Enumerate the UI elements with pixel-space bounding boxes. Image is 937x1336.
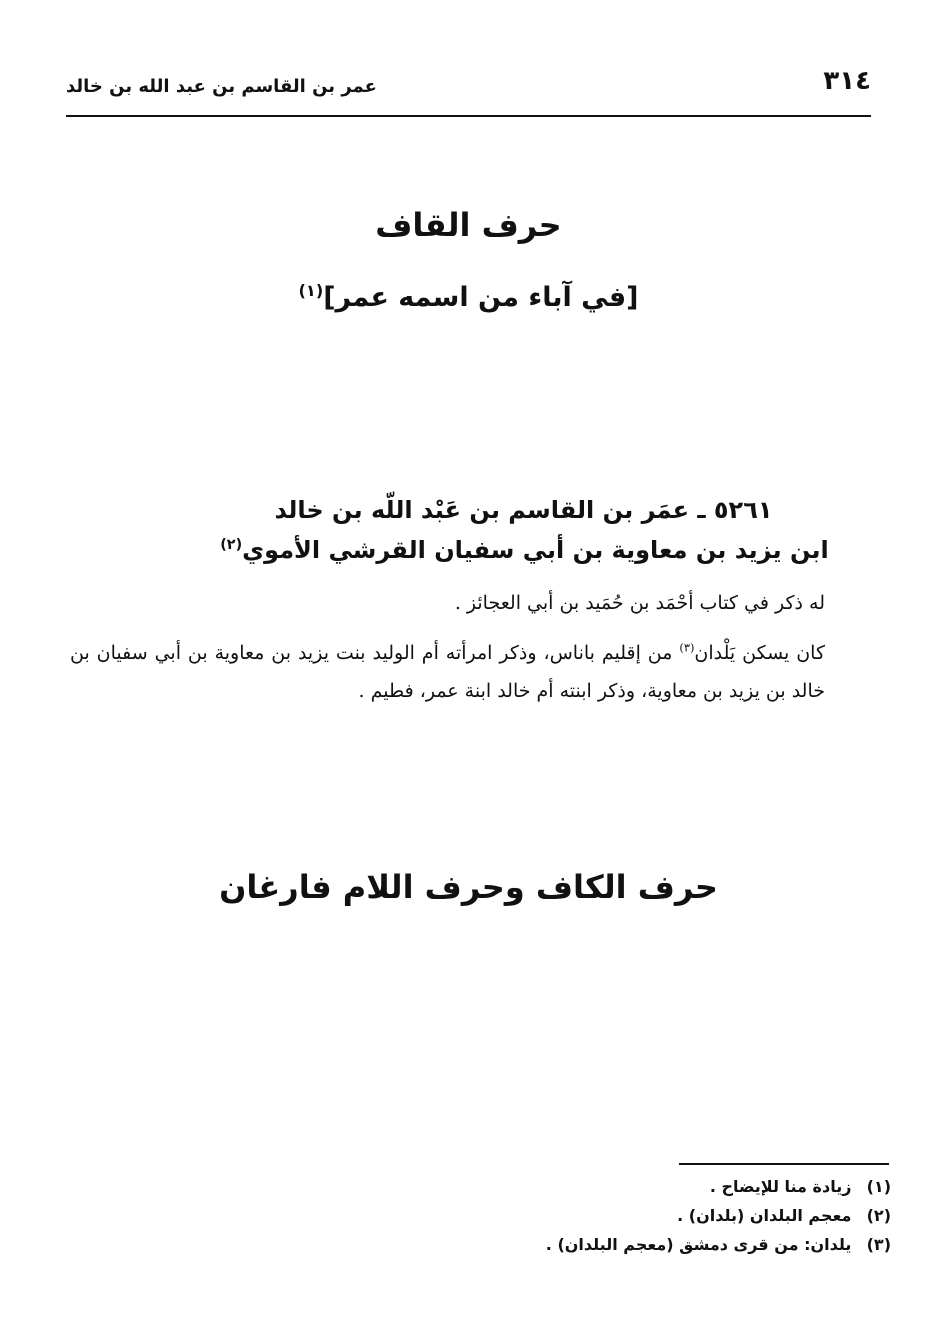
footnote-text: يلدان: من قرى دمشق (معجم البلدان) . bbox=[545, 1235, 852, 1254]
entry-heading-line2 bbox=[0, 536, 937, 564]
chapter-subtitle-text: [في آباء من اسمه عمر] bbox=[323, 282, 639, 313]
running-header bbox=[66, 66, 871, 102]
entry-heading-line1: ٥٢٦١ ـ عمَر بن القاسم بن عَبْد اللّه بن خالد bbox=[274, 496, 773, 524]
footnote-number: (٢) bbox=[866, 1206, 891, 1225]
chapter-title: حرف القاف bbox=[375, 206, 562, 244]
entry-paragraph-2 bbox=[70, 634, 825, 710]
footnote-number: (٣) bbox=[866, 1235, 891, 1254]
footnote-number: (١) bbox=[866, 1177, 891, 1196]
footnote-ref-2[interactable]: (٢) bbox=[220, 537, 243, 553]
footnote-rule bbox=[679, 1163, 889, 1165]
paragraph-2-start: كان يسكن يَلْدان bbox=[694, 642, 826, 664]
footnote-text: معجم البلدان (بلدان) . bbox=[677, 1206, 852, 1225]
footnote-item bbox=[60, 1230, 891, 1259]
footnotes bbox=[60, 1172, 891, 1259]
footnote-item bbox=[60, 1172, 891, 1201]
footnote-item bbox=[60, 1201, 891, 1230]
paragraph-2-rest: من إقليم باناس، وذكر امرأته أم الوليد بنت يزيد بن معاوية بن أبي سفيان بن خالد بن يزيد بن معاوية، وذكر ابنته أم خالد ابنة عمر، فطيم . bbox=[70, 642, 825, 702]
header-rule bbox=[66, 115, 871, 117]
page-number: ٣١٤ bbox=[823, 66, 871, 96]
footnote-ref-1[interactable]: (١) bbox=[298, 281, 324, 300]
section-title: حرف الكاف وحرف اللام فارغان bbox=[219, 868, 718, 906]
running-title: عمر بن القاسم بن عبد الله بن خالد bbox=[66, 76, 377, 97]
entry-paragraph-1: له ذكر في كتاب أحْمَد بن حُمَيد بن أبي العجائز . bbox=[454, 592, 825, 614]
entry-heading-line2-text: ابن يزيد بن معاوية بن أبي سفيان القرشي الأموي bbox=[242, 536, 829, 564]
footnote-ref-3[interactable]: (٣) bbox=[679, 640, 695, 655]
footnote-text: زيادة منا للإيضاح . bbox=[709, 1177, 852, 1196]
chapter-subtitle bbox=[0, 282, 937, 313]
